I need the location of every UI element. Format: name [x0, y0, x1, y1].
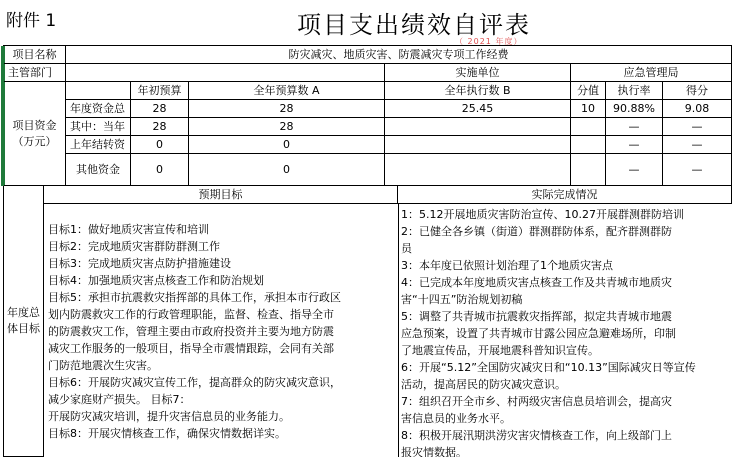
goals-divider — [398, 204, 399, 457]
actual-line: 1：5.12开展地质灾害防治宣传、10.27开展群测群防培训 — [401, 208, 684, 221]
sheet-header — [0, 0, 733, 45]
actual-line: 了地震宣传品，开展地震科普知识宣传。 — [401, 344, 599, 357]
r2-rate[interactable]: — — [606, 118, 663, 136]
actual-line: 8：积极开展汛期洪涝灾害灾情核查工作，向上级部门上 — [401, 429, 672, 442]
expected-goals-header: 预期目标 — [44, 186, 398, 204]
actual-line: 6：开展“5.12”全国防灾减灾日和“10.13”国际减灾日等宣传 — [401, 361, 696, 374]
r3-score[interactable] — [571, 136, 606, 154]
r4-rate[interactable]: — — [606, 154, 663, 186]
expected-line: 目标2：完成地质灾害群防群测工作 — [48, 240, 220, 253]
expected-line: 目标6：开展防灾减灾宣传工作，提高群众的防灾减灾意识， — [48, 376, 341, 389]
actual-line: 报灾情数据。 — [401, 446, 467, 457]
r2-points[interactable]: — — [663, 118, 732, 136]
actual-results-text[interactable] — [401, 206, 731, 457]
year-subnote: （ 2021 年度） — [455, 37, 523, 46]
r1-rate[interactable]: 90.88% — [606, 100, 663, 118]
r1-full[interactable]: 28 — [189, 100, 385, 118]
page-title: 项目支出绩效自评表 — [297, 11, 531, 39]
r1-score[interactable]: 10 — [571, 100, 606, 118]
col-rate: 执行率 — [606, 82, 663, 100]
expected-line: 开展防灾减灾培训，提升灾害信息员的业务能力。 — [48, 410, 290, 423]
r1-exec[interactable]: 25.45 — [385, 100, 571, 118]
expected-line: 目标5：承担市抗震救灾指挥部的具体工作，承担本市行政区 — [48, 291, 341, 304]
dept-value[interactable] — [66, 64, 385, 82]
impl-unit-value[interactable]: 应急管理局 — [571, 64, 732, 82]
expected-line: 目标3：完成地质灾害点防护措施建设 — [48, 257, 231, 270]
expected-goals-text[interactable] — [48, 221, 396, 457]
attachment-label: 附件 1 — [6, 11, 57, 31]
annual-goals-label: 年度总体目标 — [4, 186, 44, 457]
expected-line: 的防震救灾工作，管理主要由市政府投资并主要为地方防震 — [48, 325, 334, 338]
funds-label: 项目资金（万元） — [4, 82, 66, 186]
expected-line: 目标8：开展灾情核查工作，确保灾情数据详实。 — [48, 427, 286, 440]
dept-label: 主管部门 — [4, 64, 66, 82]
r3-points[interactable]: — — [663, 136, 732, 154]
r4-score[interactable] — [571, 154, 606, 186]
col-annual-budget: 年初预算 — [131, 82, 189, 100]
actual-line: 活动，提高居民的防灾减灾意识。 — [401, 378, 566, 391]
actual-line: 2：已健全各乡镇（街道）群测群防体系，配齐群测群防 — [401, 225, 672, 238]
actual-line: 3：本年度已依照计划治理了1个地质灾害点 — [401, 259, 613, 272]
r2-annual[interactable]: 28 — [131, 118, 189, 136]
expected-line: 目标4：加强地质灾害点核查工作和防治规划 — [48, 274, 264, 287]
actual-line: 4：已完成本年度地质灾害点核查工作及共青城市地质灾 — [401, 276, 672, 289]
expected-line: 减少家庭财产损失。 目标7： — [48, 393, 191, 406]
r3-label: 上年结转资 — [66, 136, 131, 154]
r3-annual[interactable]: 0 — [131, 136, 189, 154]
expected-line: 目标1：做好地质灾害宣传和培训 — [48, 223, 209, 236]
project-name-value[interactable]: 防灾减灾、地质灾害、防震减灾专项工作经费 — [66, 46, 732, 64]
col-execution: 全年执行数 B — [385, 82, 571, 100]
col-header-row-label — [66, 82, 131, 100]
r2-score[interactable] — [571, 118, 606, 136]
r4-points[interactable]: — — [663, 154, 732, 186]
r3-exec[interactable] — [385, 136, 571, 154]
r1-annual[interactable]: 28 — [131, 100, 189, 118]
r2-exec[interactable] — [385, 118, 571, 136]
r4-annual[interactable]: 0 — [131, 154, 189, 186]
r3-full[interactable]: 0 — [189, 136, 385, 154]
actual-results-header: 实际完成情况 — [398, 186, 732, 204]
col-full-budget: 全年预算数 A — [189, 82, 385, 100]
evaluation-table — [3, 45, 732, 457]
r3-rate[interactable]: — — [606, 136, 663, 154]
impl-unit-label: 实施单位 — [385, 64, 571, 82]
expected-line: 门防范地震次生灾害。 — [48, 359, 158, 372]
r1-points[interactable]: 9.08 — [663, 100, 732, 118]
r2-label: 其中：当年 — [66, 118, 131, 136]
r4-exec[interactable] — [385, 154, 571, 186]
actual-line: 7：组织召开全市乡、村两级灾害信息员培训会，提高灾 — [401, 395, 672, 408]
project-name-label: 项目名称 — [4, 46, 66, 64]
expected-line: 划内防震救灾工作的行政管理职能，监督、检查、指导全市 — [48, 308, 334, 321]
r2-full[interactable]: 28 — [189, 118, 385, 136]
actual-line: 5：调整了共青城市抗震救灾指挥部，拟定共青城市地震 — [401, 310, 672, 323]
col-score: 分值 — [571, 82, 606, 100]
actual-line: 员 — [401, 242, 412, 255]
r4-label: 其他资金 — [66, 154, 131, 186]
r1-label: 年度资金总 — [66, 100, 131, 118]
actual-line: 应急预案，设置了共青城市甘露公园应急避难场所，印制 — [401, 327, 676, 340]
r4-full[interactable]: 0 — [189, 154, 385, 186]
expected-line: 减灾工作服务的一般项目，指导全市震情跟踪，会同有关部 — [48, 342, 334, 355]
actual-line: 害信息员的业务水平。 — [401, 412, 511, 425]
col-points: 得分 — [663, 82, 732, 100]
actual-line: 害“十四五”防治规划初稿 — [401, 293, 523, 306]
